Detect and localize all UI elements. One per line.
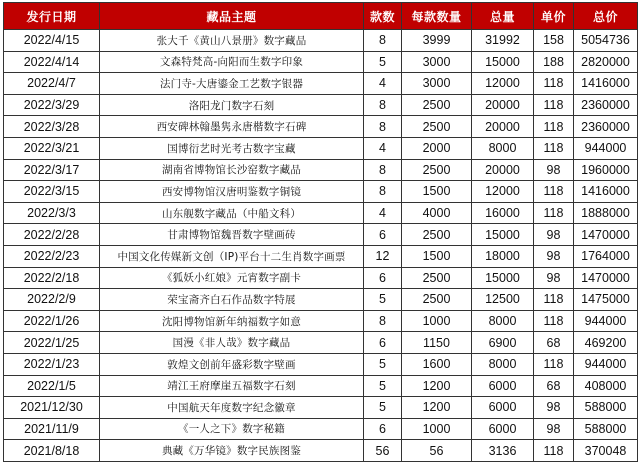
cell-total-price: 1475000 [574, 289, 638, 311]
cell-total-quantity: 20000 [472, 159, 534, 181]
cell-collection-theme: 荣宝斋齐白石作品数字特展 [100, 289, 364, 311]
cell-unit-price: 158 [534, 30, 574, 52]
column-header-collection-theme: 藏品主题 [100, 3, 364, 30]
cell-collection-theme: 甘肃博物馆魏晋数字壁画砖 [100, 224, 364, 246]
cell-total-price: 1416000 [574, 73, 638, 95]
cell-total-price: 944000 [574, 310, 638, 332]
table-row [4, 310, 638, 332]
cell-item-count: 8 [364, 94, 402, 116]
cell-collection-theme: 沈阳博物馆新年纳福数字如意 [100, 310, 364, 332]
cell-release-date: 2022/4/14 [4, 51, 100, 73]
cell-total-quantity: 12000 [472, 181, 534, 203]
cell-item-count: 5 [364, 353, 402, 375]
cell-release-date: 2021/12/30 [4, 397, 100, 419]
table-row [4, 267, 638, 289]
cell-total-quantity: 8000 [472, 310, 534, 332]
cell-quantity-per-item: 3999 [402, 30, 472, 52]
cell-total-price: 1764000 [574, 245, 638, 267]
cell-item-count: 8 [364, 30, 402, 52]
cell-total-price: 2360000 [574, 116, 638, 138]
cell-collection-theme: 山东舰数字藏品（中船文科） [100, 202, 364, 224]
cell-item-count: 5 [364, 375, 402, 397]
cell-total-price: 1470000 [574, 224, 638, 246]
table-header-row [4, 3, 638, 30]
cell-release-date: 2022/2/28 [4, 224, 100, 246]
cell-unit-price: 118 [534, 289, 574, 311]
cell-total-price: 1888000 [574, 202, 638, 224]
cell-release-date: 2021/11/9 [4, 418, 100, 440]
cell-quantity-per-item: 1500 [402, 181, 472, 203]
column-header-total-price: 总价 [574, 3, 638, 30]
cell-collection-theme: 《狐妖小红娘》元宵数字副卡 [100, 267, 364, 289]
cell-total-quantity: 20000 [472, 94, 534, 116]
cell-quantity-per-item: 1500 [402, 245, 472, 267]
cell-release-date: 2022/4/15 [4, 30, 100, 52]
cell-collection-theme: 国博衍艺时光考古数字宝藏 [100, 137, 364, 159]
cell-item-count: 5 [364, 51, 402, 73]
cell-release-date: 2022/3/3 [4, 202, 100, 224]
cell-item-count: 4 [364, 73, 402, 95]
table-row [4, 353, 638, 375]
cell-item-count: 8 [364, 159, 402, 181]
cell-total-quantity: 6000 [472, 375, 534, 397]
cell-item-count: 6 [364, 224, 402, 246]
table-row [4, 418, 638, 440]
column-header-item-count: 款数 [364, 3, 402, 30]
cell-release-date: 2021/8/18 [4, 440, 100, 462]
cell-total-price: 2360000 [574, 94, 638, 116]
cell-collection-theme: 张大千《黄山八景册》数字藏品 [100, 30, 364, 52]
cell-collection-theme: 文森特梵高-向阳而生数字印象 [100, 51, 364, 73]
table-row [4, 440, 638, 462]
column-header-release-date: 发行日期 [4, 3, 100, 30]
cell-total-price: 1470000 [574, 267, 638, 289]
cell-total-quantity: 3136 [472, 440, 534, 462]
cell-collection-theme: 国漫《非人哉》数字藏品 [100, 332, 364, 354]
cell-total-quantity: 12000 [472, 73, 534, 95]
cell-collection-theme: 中国航天年度数字纪念徽章 [100, 397, 364, 419]
cell-unit-price: 98 [534, 159, 574, 181]
cell-unit-price: 188 [534, 51, 574, 73]
cell-release-date: 2022/1/26 [4, 310, 100, 332]
cell-total-price: 5054736 [574, 30, 638, 52]
table-row [4, 332, 638, 354]
cell-item-count: 6 [364, 332, 402, 354]
table-row [4, 73, 638, 95]
table-row [4, 202, 638, 224]
cell-quantity-per-item: 2500 [402, 289, 472, 311]
cell-collection-theme: 中国文化传媒新文创（IP)平台十二生肖数字画票 [100, 245, 364, 267]
table-row [4, 51, 638, 73]
column-header-quantity-per-item: 每款数量 [402, 3, 472, 30]
cell-total-quantity: 12500 [472, 289, 534, 311]
cell-quantity-per-item: 1600 [402, 353, 472, 375]
cell-total-quantity: 8000 [472, 353, 534, 375]
cell-collection-theme: 法门寺-大唐鎏金工艺数字银器 [100, 73, 364, 95]
cell-quantity-per-item: 1000 [402, 418, 472, 440]
cell-unit-price: 118 [534, 202, 574, 224]
cell-item-count: 56 [364, 440, 402, 462]
cell-quantity-per-item: 2000 [402, 137, 472, 159]
cell-item-count: 5 [364, 397, 402, 419]
cell-unit-price: 98 [534, 224, 574, 246]
cell-total-quantity: 6900 [472, 332, 534, 354]
cell-unit-price: 98 [534, 267, 574, 289]
data-table-container [3, 2, 637, 462]
column-header-unit-price: 单价 [534, 3, 574, 30]
cell-unit-price: 68 [534, 375, 574, 397]
cell-release-date: 2022/3/28 [4, 116, 100, 138]
cell-collection-theme: 洛阳龙门数字石刻 [100, 94, 364, 116]
table-body [4, 30, 638, 462]
table-row [4, 289, 638, 311]
cell-item-count: 12 [364, 245, 402, 267]
table-row [4, 224, 638, 246]
cell-quantity-per-item: 1000 [402, 310, 472, 332]
cell-unit-price: 118 [534, 181, 574, 203]
cell-unit-price: 118 [534, 73, 574, 95]
cell-quantity-per-item: 1150 [402, 332, 472, 354]
cell-release-date: 2022/3/17 [4, 159, 100, 181]
cell-quantity-per-item: 3000 [402, 73, 472, 95]
cell-release-date: 2022/1/23 [4, 353, 100, 375]
cell-total-price: 1960000 [574, 159, 638, 181]
table-row [4, 94, 638, 116]
cell-total-quantity: 6000 [472, 418, 534, 440]
cell-item-count: 5 [364, 289, 402, 311]
cell-collection-theme: 典藏《万华镜》数字民族图鉴 [100, 440, 364, 462]
cell-unit-price: 68 [534, 332, 574, 354]
cell-total-quantity: 18000 [472, 245, 534, 267]
cell-release-date: 2022/3/29 [4, 94, 100, 116]
cell-total-quantity: 31992 [472, 30, 534, 52]
table-row [4, 181, 638, 203]
cell-release-date: 2022/2/9 [4, 289, 100, 311]
cell-item-count: 8 [364, 310, 402, 332]
cell-total-price: 944000 [574, 137, 638, 159]
cell-quantity-per-item: 3000 [402, 51, 472, 73]
cell-total-price: 588000 [574, 397, 638, 419]
cell-quantity-per-item: 4000 [402, 202, 472, 224]
cell-release-date: 2022/4/7 [4, 73, 100, 95]
table-row [4, 397, 638, 419]
cell-release-date: 2022/1/25 [4, 332, 100, 354]
cell-collection-theme: 敦煌文创前年盛彩数字壁画 [100, 353, 364, 375]
cell-total-price: 944000 [574, 353, 638, 375]
cell-quantity-per-item: 2500 [402, 116, 472, 138]
cell-total-price: 2820000 [574, 51, 638, 73]
cell-quantity-per-item: 2500 [402, 224, 472, 246]
cell-quantity-per-item: 2500 [402, 267, 472, 289]
cell-total-quantity: 8000 [472, 137, 534, 159]
cell-release-date: 2022/2/23 [4, 245, 100, 267]
table-row [4, 137, 638, 159]
cell-total-quantity: 15000 [472, 224, 534, 246]
cell-unit-price: 118 [534, 116, 574, 138]
digital-collectibles-table [3, 2, 638, 462]
cell-unit-price: 118 [534, 137, 574, 159]
cell-total-quantity: 20000 [472, 116, 534, 138]
cell-item-count: 4 [364, 202, 402, 224]
cell-item-count: 4 [364, 137, 402, 159]
cell-collection-theme: 湖南省博物馆长沙窑数字藏品 [100, 159, 364, 181]
table-row [4, 245, 638, 267]
cell-unit-price: 98 [534, 418, 574, 440]
cell-unit-price: 118 [534, 353, 574, 375]
cell-item-count: 8 [364, 116, 402, 138]
cell-quantity-per-item: 2500 [402, 94, 472, 116]
cell-unit-price: 118 [534, 440, 574, 462]
cell-quantity-per-item: 1200 [402, 397, 472, 419]
table-row [4, 159, 638, 181]
cell-total-price: 588000 [574, 418, 638, 440]
table-row [4, 375, 638, 397]
cell-total-price: 408000 [574, 375, 638, 397]
cell-release-date: 2022/3/15 [4, 181, 100, 203]
cell-unit-price: 118 [534, 310, 574, 332]
cell-unit-price: 118 [534, 94, 574, 116]
cell-collection-theme: 靖江王府摩崖五福数字石刻 [100, 375, 364, 397]
cell-item-count: 8 [364, 181, 402, 203]
cell-collection-theme: 《一人之下》数字秘籍 [100, 418, 364, 440]
cell-release-date: 2022/3/21 [4, 137, 100, 159]
cell-unit-price: 98 [534, 245, 574, 267]
cell-total-price: 469200 [574, 332, 638, 354]
cell-item-count: 6 [364, 418, 402, 440]
cell-total-quantity: 15000 [472, 51, 534, 73]
cell-unit-price: 98 [534, 397, 574, 419]
cell-total-quantity: 16000 [472, 202, 534, 224]
cell-quantity-per-item: 2500 [402, 159, 472, 181]
cell-total-quantity: 15000 [472, 267, 534, 289]
table-row [4, 30, 638, 52]
column-header-total-quantity: 总量 [472, 3, 534, 30]
table-row [4, 116, 638, 138]
cell-quantity-per-item: 56 [402, 440, 472, 462]
cell-total-price: 370048 [574, 440, 638, 462]
cell-collection-theme: 西安碑林翰墨隽永唐楷数字石碑 [100, 116, 364, 138]
cell-total-price: 1416000 [574, 181, 638, 203]
cell-total-quantity: 6000 [472, 397, 534, 419]
cell-collection-theme: 西安博物馆汉唐明鉴数字铜镜 [100, 181, 364, 203]
cell-quantity-per-item: 1200 [402, 375, 472, 397]
cell-item-count: 6 [364, 267, 402, 289]
cell-release-date: 2022/2/18 [4, 267, 100, 289]
cell-release-date: 2022/1/5 [4, 375, 100, 397]
